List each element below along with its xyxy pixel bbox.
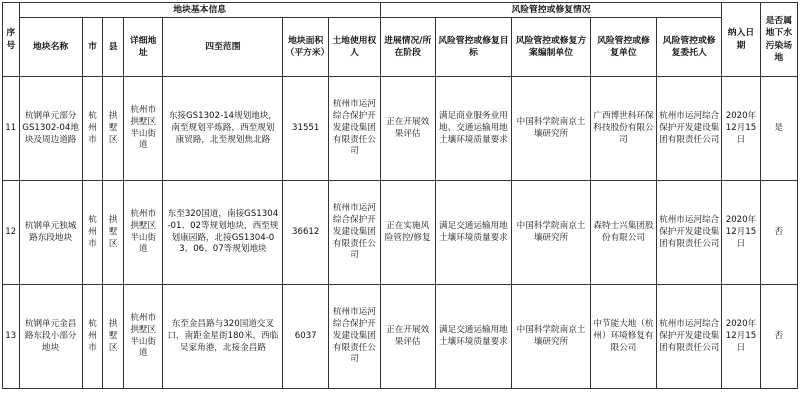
cell-groundwater: 否 (760, 181, 797, 285)
cell-date: 2020年12月15日 (722, 181, 760, 285)
header-city: 市 (82, 18, 103, 77)
cell-client: 杭州市运河综合保护开发建设集团有限责任公司 (657, 77, 722, 181)
cell-stage: 正在开展效果评估 (380, 77, 435, 181)
cell-owner: 杭州市运河综合保护开发建设集团有限责任公司 (328, 285, 380, 389)
table-row (3, 181, 798, 285)
cell-address: 杭州市拱墅区半山街道 (124, 285, 163, 389)
cell-target: 满足交通运输用地土壤环境质量要求 (435, 181, 512, 285)
header-target: 风险管控或修复目标 (435, 18, 512, 77)
header-group-risk: 风险管控或修复情况 (380, 3, 722, 18)
contaminated-land-table (2, 2, 798, 389)
cell-repair-unit: 中节能大地（杭州）环境修复有限公司 (590, 285, 656, 389)
cell-date: 2020年12月15日 (722, 77, 760, 181)
cell-area: 36612 (283, 181, 329, 285)
cell-address: 杭州市拱墅区半山街道 (124, 77, 163, 181)
cell-target: 满足交通运输用地土壤环境质量要求 (435, 285, 512, 389)
cell-stage: 正在开展效果评估 (380, 285, 435, 389)
cell-plan-unit: 中国科学院南京土壤研究所 (512, 77, 591, 181)
cell-date: 2020年12月15日 (722, 285, 760, 389)
cell-repair-unit: 广西博世科环保科技股份有限公司 (590, 77, 656, 181)
cell-seq: 12 (3, 181, 20, 285)
header-scope: 四至范围 (163, 18, 283, 77)
header-county: 县 (103, 18, 124, 77)
cell-city: 杭州市 (82, 285, 103, 389)
cell-owner: 杭州市运河综合保护开发建设集团有限责任公司 (328, 181, 380, 285)
cell-city: 杭州市 (82, 77, 103, 181)
cell-seq: 13 (3, 285, 20, 389)
header-seq: 序号 (3, 3, 20, 77)
cell-groundwater: 否 (760, 285, 797, 389)
cell-city: 杭州市 (82, 181, 103, 285)
header-area: 地块面积（平方米） (283, 18, 329, 77)
header-client: 风险管控或修复委托人 (657, 18, 722, 77)
cell-scope: 东至金昌路与320国道交叉口，南距金星街180米，西临吴家角港，北接金昌路 (163, 285, 283, 389)
header-plan-unit: 风险管控或修复方案编制单位 (512, 18, 591, 77)
cell-groundwater: 是 (760, 77, 797, 181)
cell-target: 满足商业服务业用地、交通运输用地土壤环境质量要求 (435, 77, 512, 181)
cell-owner: 杭州市运河综合保护开发建设集团有限责任公司 (328, 77, 380, 181)
cell-stage: 正在实施风险管控/修复 (380, 181, 435, 285)
cell-county: 拱墅区 (103, 77, 124, 181)
table-row (3, 285, 798, 389)
cell-name: 杭钢单元金昌路东段小部分地块 (19, 285, 82, 389)
cell-client: 杭州市运河综合保护开发建设集团有限责任公司 (657, 181, 722, 285)
cell-address: 杭州市拱墅区半山街道 (124, 181, 163, 285)
header-groundwater: 是否属地下水污染场地 (760, 3, 797, 77)
header-date: 纳入日期 (722, 3, 760, 77)
cell-seq: 11 (3, 77, 20, 181)
header-name: 地块名称 (19, 18, 82, 77)
cell-plan-unit: 中国科学院南京土壤研究所 (512, 181, 591, 285)
cell-scope: 东接GS1302-14规划地块，南至规划平炼路，西至规划康贸路，北至规划焦北路 (163, 77, 283, 181)
cell-area: 31551 (283, 77, 329, 181)
cell-county: 拱墅区 (103, 181, 124, 285)
cell-name: 杭钢单元部分GS1302-04地块及周边道路 (19, 77, 82, 181)
header-owner: 土地使用权人 (328, 18, 380, 77)
table-row (3, 77, 798, 181)
cell-name: 杭钢单元独城路东段地块 (19, 181, 82, 285)
header-repair-unit: 风险管控或修复单位 (590, 18, 656, 77)
cell-scope: 东至320国道，南接GS1304-01、02等规划地块，西至规划康园路，北接GS1304-03、06、07等规划地块 (163, 181, 283, 285)
header-stage: 进展情况/所在阶段 (380, 18, 435, 77)
cell-client: 杭州市运河综合保护开发建设集团有限责任公司 (657, 285, 722, 389)
header-address: 详细地址 (124, 18, 163, 77)
cell-area: 6037 (283, 285, 329, 389)
cell-plan-unit: 中国科学院南京土壤研究所 (512, 285, 591, 389)
cell-repair-unit: 森特士兴集团股份有限公司 (590, 181, 656, 285)
header-group-basic: 地块基本信息 (19, 3, 380, 18)
cell-county: 拱墅区 (103, 285, 124, 389)
